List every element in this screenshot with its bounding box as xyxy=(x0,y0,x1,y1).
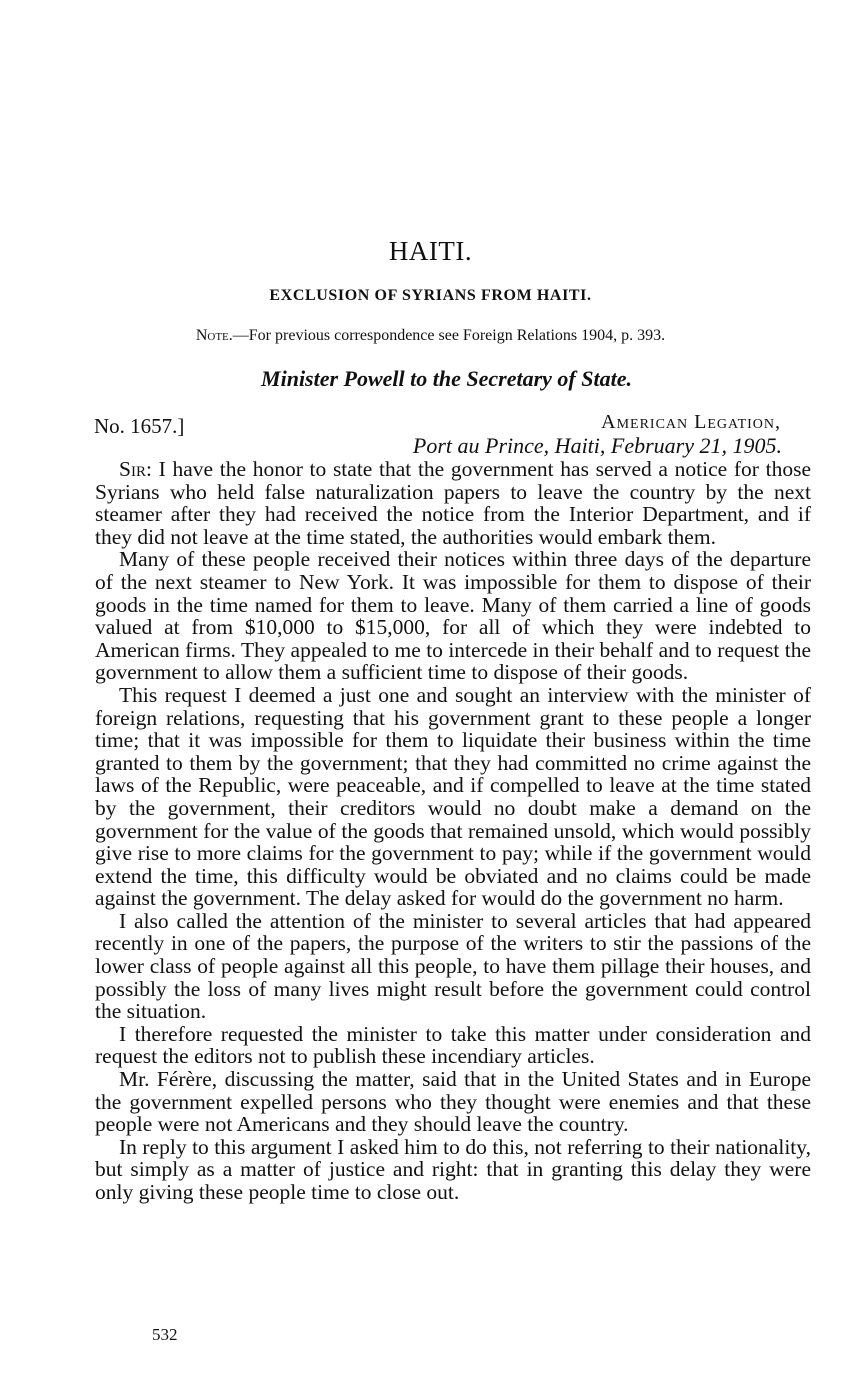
paragraph: I also called the attention of the minister to several articles that had appeared recently in one of the papers, the purpose of the writers to stir the passions of the lower class of people against all this people, to have them pillage their houses, and possibly the loss of many lives might result before the government could control the situation. xyxy=(95,908,811,1024)
page-number: 532 xyxy=(152,1325,178,1344)
editorial-note xyxy=(0,327,861,345)
paragraph: This request I deemed a just one and sought an interview with the minister of foreign relations, requesting that his government grant to these people a longer time; that it was impossible for them to liquidate their business within the time granted to them by the government; that they had committed no crime against the laws of the Republic, were peaceable, and if compelled to leave at the time stated by the government, their creditors would no doubt make a demand on the government for the value of the goods that remained unsold, which would possibly give rise to more claims for the government to pay; while if the government would extend the time, this difficulty would be obviated and no claims could be made against the government. The delay asked for would do the government no harm. xyxy=(95,682,811,911)
correspondent-heading: Minister Powell to the Secretary of State. xyxy=(261,366,632,391)
letter-body xyxy=(95,458,811,1204)
subject-title: EXCLUSION OF SYRIANS FROM HAITI. xyxy=(269,287,592,304)
country-title: HAITI. xyxy=(388,236,473,266)
letter-place: American Legation, xyxy=(601,411,781,433)
paragraph: In reply to this argument I asked him to do this, not referring to their nationality, but simply as a matter of justice and right: that in granting this delay they were only giving these people time to close out. xyxy=(95,1134,811,1204)
paragraph: Many of these people received their notices within three days of the departure of the next steamer to New York. It was impossible for them to dispose of their goods in the time named for them to leave. Many of them carried a line of goods valued at from $10,000 to $15,000, for all of which they were indebted to American firms. They appealed to me to intercede in their behalf and to request the government to allow them a sufficient time to dispose of their goods. xyxy=(95,547,811,685)
paragraph: Mr. Férère, discussing the matter, said that in the United States and in Europe the government expelled persons who they thought were enemies and that these people were not Americans and they should leave the country. xyxy=(95,1067,811,1137)
letter-dateline: Port au Prince, Haiti, February 21, 1905. xyxy=(412,433,782,458)
paragraph xyxy=(95,458,811,548)
note-label: Note. xyxy=(195,327,233,344)
note-text: —For previous correspondence see Foreign Relations 1904, p. 393. xyxy=(232,327,666,344)
paragraph: I therefore requested the minister to take this matter under consideration and request the editors not to publish these incendiary articles. xyxy=(95,1021,811,1069)
document-number: No. 1657.] xyxy=(94,414,185,438)
salutation: Sir xyxy=(119,457,146,481)
paragraph-text: : I have the honor to state that the government has served a notice for those Syrians who held false naturalization papers to leave the country by the next steamer after they had received the notice from the Interior Department, and if they did not leave at the time stated, the authorities would embark them. xyxy=(95,457,811,549)
